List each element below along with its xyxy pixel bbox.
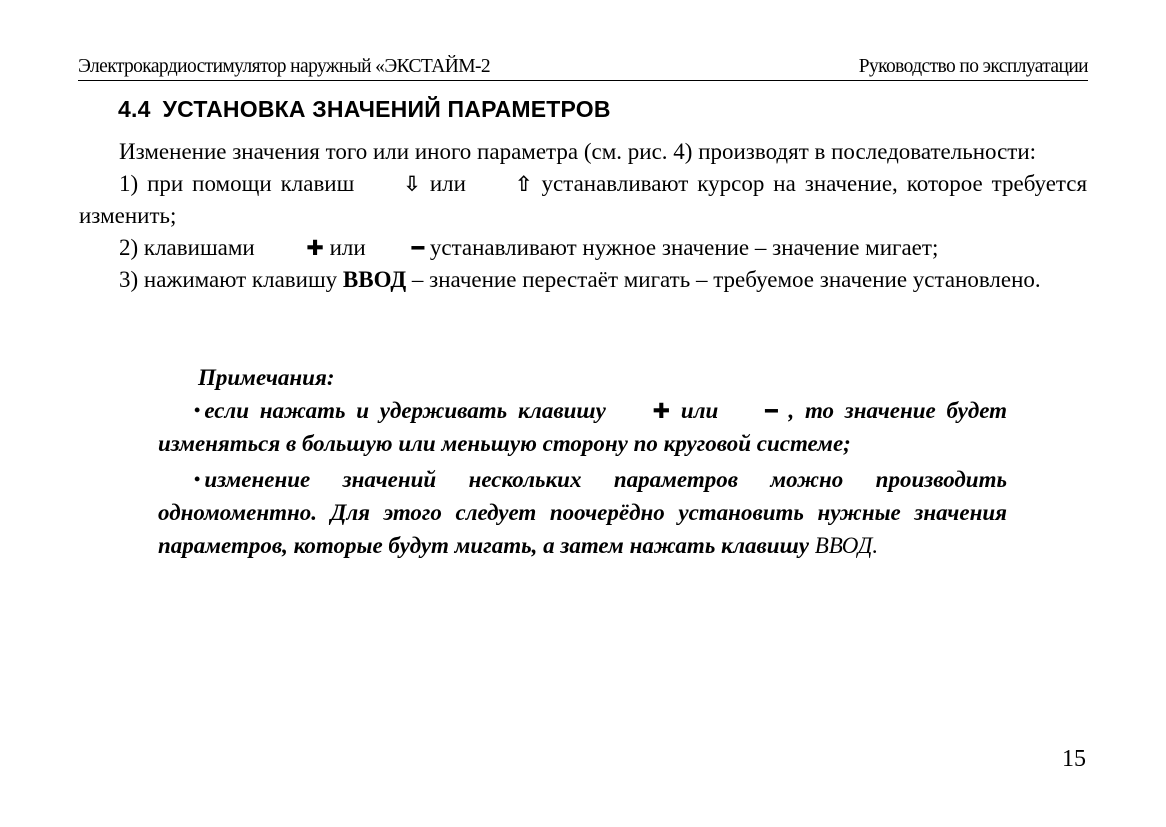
body-text bbox=[79, 136, 1087, 296]
note-1-text-b: или bbox=[680, 397, 719, 423]
running-header bbox=[78, 54, 1088, 81]
note-2-end: . bbox=[872, 532, 879, 558]
step-1-text-b: или bbox=[429, 171, 466, 196]
note-2-text-a: изменение значений нескольких параметров можно производить одномоментно. Для этого следует поочерёдно установить нужные значения параметров, которые будут мигать, а затем нажать клавишу bbox=[158, 466, 1007, 558]
step-3-text-c: – значение перестаёт мигать – требуемое значение установлено. bbox=[411, 267, 1041, 292]
bullet-icon: • bbox=[194, 399, 201, 420]
section-title: УСТАНОВКА ЗНАЧЕНИЙ ПАРАМЕТРОВ bbox=[162, 96, 611, 122]
step-2-text-b: или bbox=[329, 235, 366, 260]
arrow-up-icon: ⇧ bbox=[514, 172, 533, 196]
arrow-down-icon: ⇩ bbox=[403, 172, 421, 196]
page-number: 15 bbox=[1062, 746, 1086, 772]
plus-key-icon: ✚ bbox=[306, 236, 324, 260]
note-1-text-c: , то значение будет изменяться в большую или меньшую сторону по круговой системе; bbox=[158, 397, 1008, 456]
intro-paragraph: Изменение значения того или иного параметра (см. рис. 4) производят в последовательности: bbox=[119, 139, 1037, 164]
step-1 bbox=[79, 168, 1087, 232]
enter-key-label: ВВОД bbox=[342, 267, 407, 292]
step-2-text-a: 2) клавишами bbox=[119, 235, 255, 260]
notes-title: Примечания: bbox=[198, 365, 335, 390]
header-document-title: Электрокардиостимулятор наружный «ЭКСТАЙМ-2 bbox=[78, 56, 491, 77]
section-heading bbox=[118, 93, 611, 125]
step-1-text-a: 1) при помощи клавиш bbox=[119, 171, 355, 196]
note-2 bbox=[158, 464, 1007, 563]
plus-key-icon: ✚ bbox=[652, 398, 671, 423]
step-3-text-a: 3) нажимают клавишу bbox=[119, 267, 338, 292]
note-1 bbox=[158, 395, 1007, 461]
notes-block bbox=[158, 362, 1007, 562]
step-2-text-c: устанавливают нужное значение – значение мигает; bbox=[429, 235, 939, 260]
minus-key-icon: ━ bbox=[411, 236, 425, 260]
minus-key-icon: ━ bbox=[765, 398, 778, 423]
header-manual-type: Руководство по эксплуатации bbox=[858, 56, 1088, 77]
bullet-icon: • bbox=[194, 468, 201, 489]
step-3 bbox=[79, 264, 1087, 296]
note-1-text-a: если нажать и удерживать клавишу bbox=[204, 397, 606, 423]
step-2 bbox=[79, 232, 1087, 264]
section-number: 4.4 bbox=[118, 96, 151, 122]
enter-key-label: ВВОД bbox=[814, 532, 873, 558]
step-1-text-c: устанавливают курсор на значение, которое требуется изменить; bbox=[79, 171, 1088, 228]
